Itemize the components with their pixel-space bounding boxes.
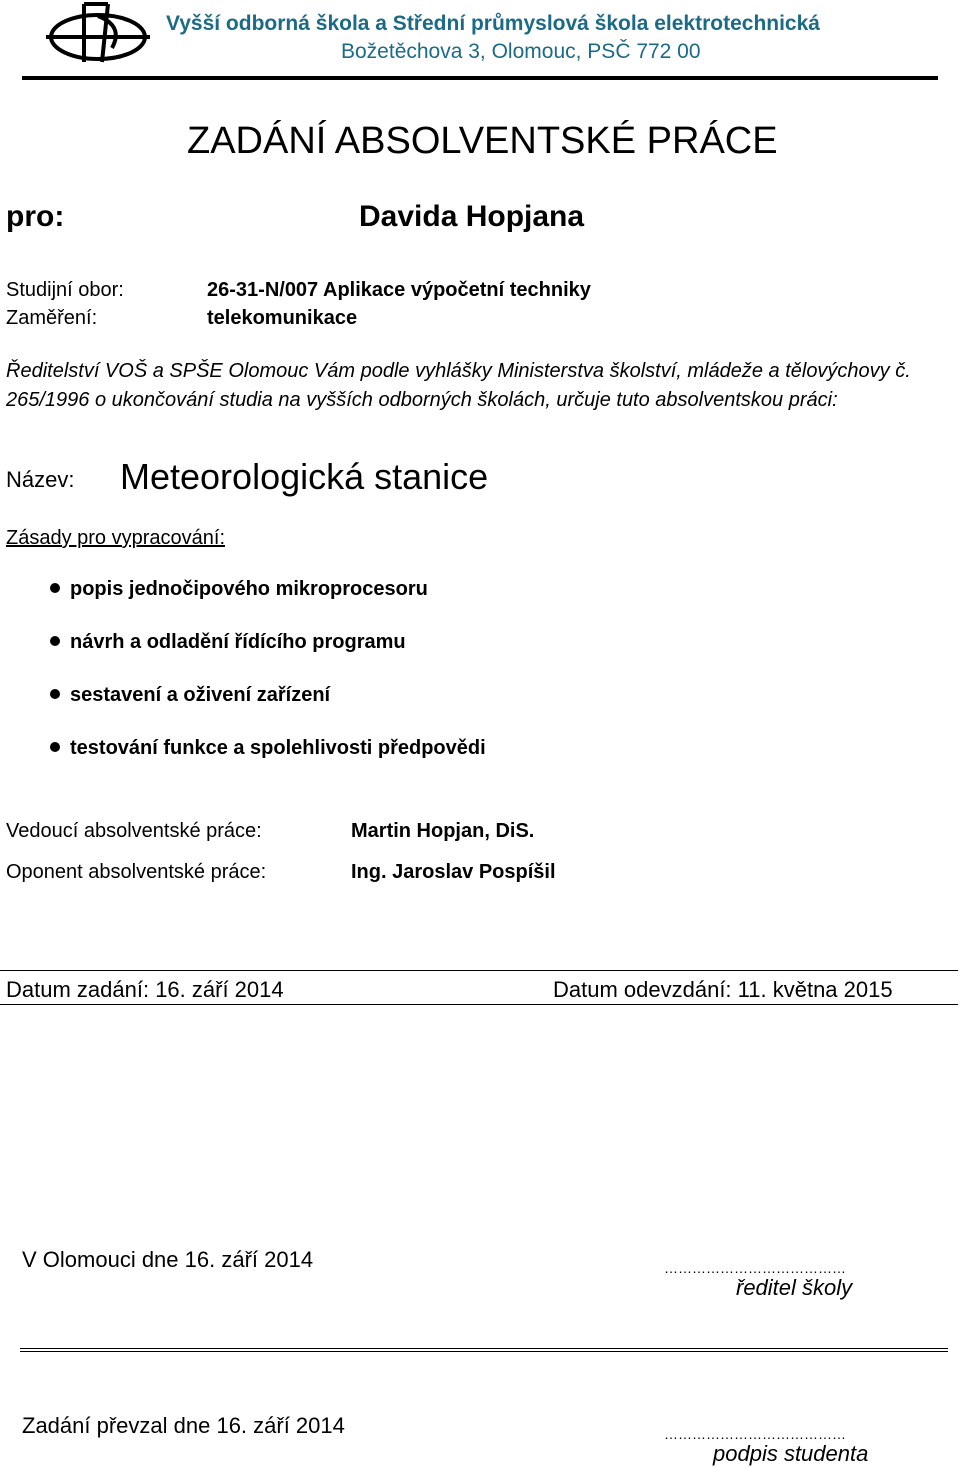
date-assigned: Datum zadání: 16. září 2014: [6, 977, 284, 1002]
guidelines-heading: Zásady pro vypracování:: [6, 527, 225, 549]
supervisor-name: Martin Hopjan, DiS.: [351, 820, 535, 842]
date-due: Datum odevzdání: 11. května 2015: [553, 977, 893, 1002]
place-and-date: V Olomouci dne 16. září 2014: [22, 1247, 314, 1272]
thesis-title: Meteorologická stanice: [120, 456, 489, 497]
document-title: ZADÁNÍ ABSOLVENTSKÉ PRÁCE: [187, 120, 778, 162]
student-caption: podpis studenta: [713, 1441, 869, 1466]
thesis-label: Název:: [6, 467, 75, 492]
school-logo: [44, 2, 152, 64]
focus-label: Zaměření:: [6, 307, 98, 329]
school-address: Božetěchova 3, Olomouc, PSČ 772 00: [341, 40, 701, 63]
school-name: Vyšší odborná škola a Střední průmyslová škola elektrotechnická: [166, 12, 820, 35]
intro-paragraph: Ředitelství VOŠ a SPŠE Olomouc Vám podle vyhlášky Ministerstva školství, mládeže a tělovýchovy č. 265/1996 o ukončování studia na vyšších odborných školách, určuje tuto absolventskou práci:: [6, 360, 911, 411]
bullet-icon: [50, 636, 60, 646]
study-field-label: Studijní obor:: [6, 279, 124, 301]
dates-bottom-rule: [0, 1004, 958, 1005]
opponent-label: Oponent absolventské práce:: [6, 861, 267, 883]
bullet-icon: [50, 689, 60, 699]
guideline-item: sestavení a oživení zařízení: [50, 684, 330, 707]
opponent-name: Ing. Jaroslav Pospíšil: [351, 861, 556, 883]
study-field-value: 26-31-N/007 Aplikace výpočetní techniky: [207, 279, 591, 301]
bullet-icon: [50, 583, 60, 593]
dates-top-rule: [0, 970, 958, 971]
received-date: Zadání převzal dne 16. září 2014: [22, 1413, 345, 1438]
student-name: Davida Hopjana: [359, 200, 585, 233]
bullet-icon: [50, 742, 60, 752]
director-signature-line: …………………………………: [664, 1260, 846, 1276]
section-divider: [20, 1348, 948, 1352]
director-caption: ředitel školy: [736, 1275, 853, 1300]
guideline-item: návrh a odladění řídícího programu: [50, 631, 406, 654]
focus-value: telekomunikace: [207, 307, 358, 329]
supervisor-label: Vedoucí absolventské práce:: [6, 820, 262, 842]
student-signature-line: …………………………………: [664, 1426, 846, 1442]
recipient-label: pro:: [6, 200, 65, 233]
header-divider: [22, 76, 938, 80]
guideline-item: testování funkce a spolehlivosti předpovědi: [50, 737, 486, 760]
guideline-item: popis jednočipového mikroprocesoru: [50, 578, 428, 601]
